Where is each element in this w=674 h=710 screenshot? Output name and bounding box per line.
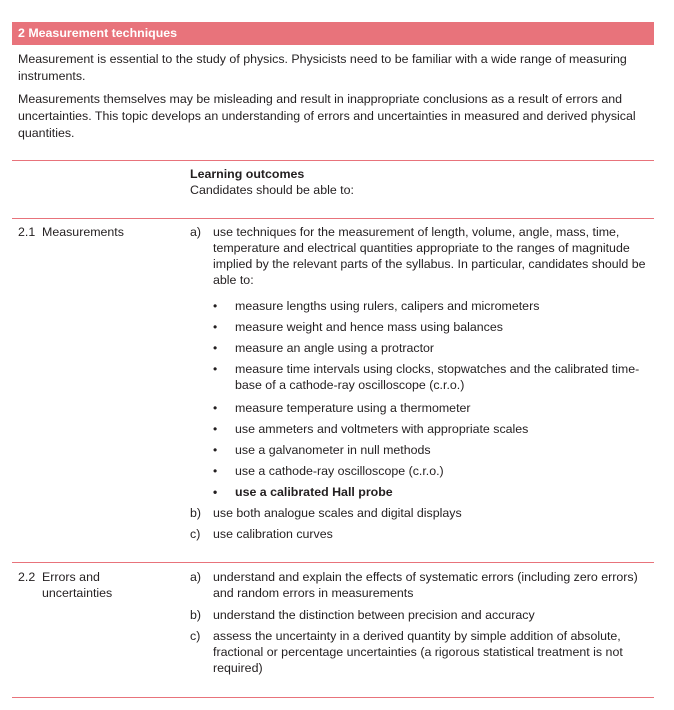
outcome-item [190, 628, 650, 676]
bullet-icon: • [213, 341, 218, 355]
bullet-text: use a calibrated Hall probe [235, 485, 393, 499]
divider [12, 218, 654, 219]
divider [12, 160, 654, 161]
learning-outcomes-heading: Learning outcomes [190, 167, 305, 181]
outcome-item [190, 224, 650, 288]
bullet-item [213, 361, 650, 393]
bullet-text: measure time intervals using clocks, stopwatches and the calibrated time-base of a cathode-ray oscilloscope (c.r.o.) [235, 362, 640, 392]
bullet-icon: • [213, 464, 218, 478]
item-label: c) [190, 527, 201, 541]
bullet-icon: • [213, 362, 218, 376]
item-text: use both analogue scales and digital displays [213, 506, 462, 520]
intro-paragraph-1: Measurement is essential to the study of physics. Physicists need to be familiar with a wide range of measuring instruments. [18, 52, 627, 83]
bullet-item [213, 340, 650, 356]
bullet-icon: • [213, 299, 218, 313]
bullet-icon: • [213, 320, 218, 334]
section-header: 2 Measurement techniques [12, 22, 654, 45]
item-label: c) [190, 629, 201, 643]
outcome-item [190, 607, 650, 623]
section-title-continued: uncertainties [42, 586, 113, 600]
section-title: Errors and [42, 570, 100, 584]
divider [12, 562, 654, 563]
section-2-2-label [18, 569, 112, 601]
section-number: 2.2 [18, 570, 36, 584]
item-label: b) [190, 506, 202, 520]
divider [12, 697, 654, 698]
bullet-item [213, 484, 650, 500]
bullet-text: use a cathode-ray oscilloscope (c.r.o.) [235, 464, 444, 478]
outcome-item [190, 505, 650, 521]
item-text: use techniques for the measurement of length, volume, angle, mass, time, temperature and electrical quantities appropriate to the ranges of magnitude implied by the relevant parts of the syllabus. In particular, candidates should be able to: [213, 225, 646, 287]
section-title: Measurements [42, 225, 124, 239]
section-number: 2.1 [18, 225, 36, 239]
bullet-icon: • [213, 422, 218, 436]
intro-paragraph-2: Measurements themselves may be misleading and result in inappropriate conclusions as a result of errors and uncertainties. This topic develops an understanding of errors and uncertainties in measured and derived physical quantities. [18, 92, 636, 140]
outcome-item [190, 569, 650, 601]
item-text: assess the uncertainty in a derived quantity by simple addition of absolute, fractional or percentage uncertainties (a rigorous statistical treatment is not required) [213, 629, 623, 675]
bullet-item [213, 463, 650, 479]
bullet-text: use ammeters and voltmeters with appropriate scales [235, 422, 529, 436]
bullet-item [213, 319, 650, 335]
item-label: a) [190, 570, 202, 584]
bullet-item [213, 400, 650, 416]
bullet-text: measure an angle using a protractor [235, 341, 435, 355]
item-label: a) [190, 225, 202, 239]
bullet-icon: • [213, 443, 218, 457]
bullet-item [213, 421, 650, 437]
bullet-text: measure temperature using a thermometer [235, 401, 471, 415]
bullet-item [213, 298, 650, 314]
item-label: b) [190, 608, 202, 622]
item-text: understand the distinction between precision and accuracy [213, 608, 535, 622]
item-text: understand and explain the effects of systematic errors (including zero errors) and random errors in measurements [213, 570, 638, 600]
item-text: use calibration curves [213, 527, 333, 541]
bullet-item [213, 442, 650, 458]
section-2-1-label [18, 224, 124, 240]
bullet-icon: • [213, 401, 218, 415]
bullet-text: measure lengths using rulers, calipers and micrometers [235, 299, 540, 313]
learning-outcomes-subtitle: Candidates should be able to: [190, 183, 354, 197]
bullet-text: measure weight and hence mass using balances [235, 320, 503, 334]
bullet-icon: • [213, 485, 218, 499]
bullet-text: use a galvanometer in null methods [235, 443, 431, 457]
outcome-item [190, 526, 650, 542]
